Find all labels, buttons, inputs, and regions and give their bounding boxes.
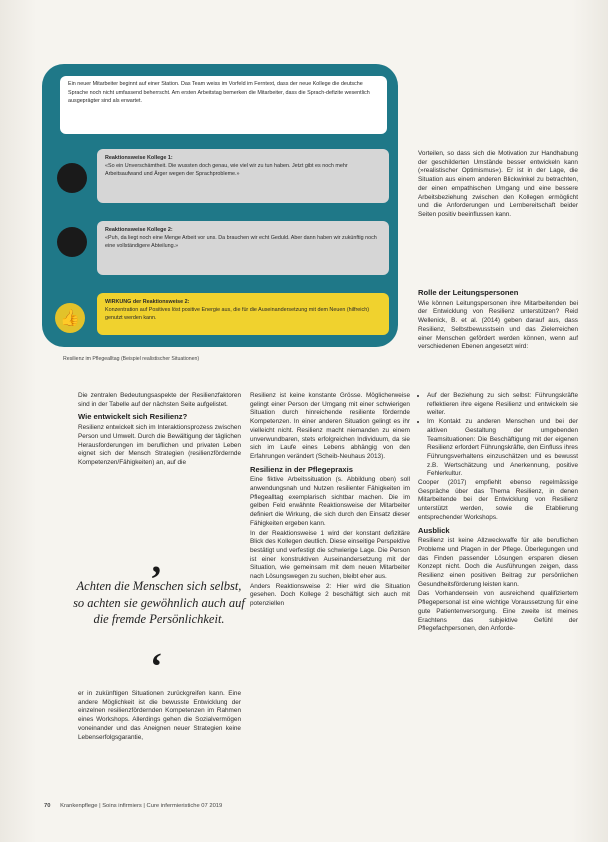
section-heading: Rolle der Leitungspersonen xyxy=(418,288,519,297)
list-item: • Im Kontakt zu anderen Menschen und bei der aktiven Gestaltung der umgebenden Teamsituationen: Die Beschäftigung mit der eigenen Resilienz erfordert Führungskräfte, den Einfluss ihres Führungsverhaltens einzuschätzen und es bewusst z.B. Wertschätzung und Anerkennung, positive Fehlerkultur. xyxy=(427,418,578,479)
response-text: Konzentration auf Positives löst positive Energie aus, die für die Auseinandersetzung mit dem Neuen (hilfreich) genutzt werden kann. xyxy=(105,307,369,322)
paragraph: Die zentralen Bedeutungsaspekte der Resilienzfaktoren sind in der Tabelle auf der nächsten Seite aufgelistet. xyxy=(78,392,241,408)
bullet-list xyxy=(418,392,578,479)
paragraph: Eine fiktive Arbeitssituation (s. Abbildung oben) soll anwendungsnah und Nutzen resilienter Fähigkeiten im Pflegealltag exemplarisch sichtbar machen. Die im gelben Feld erwähnte Reaktionsweise der Mitarbeiter definiert die Wirkung, die sich durch den Einsatz dieser Fähigkeiten ergeben kann. xyxy=(250,476,410,527)
quote-open-mark: ‚ xyxy=(150,539,163,581)
paragraph: Resilienz ist keine konstante Grösse. Möglicherweise gelingt einer Person der Umgang mit einer schwierigen Situation durch hinreichende resiliente fördernde Kompetenzen. In einer anderen Situation gelingt es ihr vielleicht nicht. Resilienz macht niemanden zu einem unverwundbaren, stets erfolgreichen Individuum, da sie sich im Laufe eines Lebens abhängig von den Erfahrungen verändert (Scheib-Neuhaus 2013). xyxy=(250,392,410,460)
column-1 xyxy=(78,392,241,469)
paragraph: Wie können Leitungspersonen ihre Mitarbeitenden bei der Entwicklung von Resilienz unterstützen? Reid Wellenick, B. et al. (2014) geben darauf aus, dass Resilienz, Selbstbewusstsein und das Zielerreichen einer Menschen gefördert werden können, wenn auf verschiedenen Ebenen angesetzt wird: xyxy=(418,299,578,351)
section-heading: Ausblick xyxy=(418,525,450,535)
list-item: • Auf der Beziehung zu sich selbst: Führungskräfte reflektieren ihre eigene Resilienz und entwickeln sie weiter. xyxy=(427,392,578,418)
paragraph: Vorteilen, so dass sich die Motivation zur Handhabung der geschilderten Umstände besser entwickeln kann (»realistischer Optimismus«). Er ist in der Lage, die Situation aus einem anderen Blickwinkel zu betrachten, der einen empathischen Umgang und eine bessere Arbeitsbeziehung zwischen den Kollegen ermöglicht und die Anforderungen und Lernbereitschaft beider Seiten positiv beeinflussen kann. xyxy=(418,150,578,218)
page-footer xyxy=(44,803,222,809)
person-icon-2 xyxy=(57,227,87,257)
response-box-2 xyxy=(97,221,389,275)
right-column-leitung xyxy=(418,285,578,353)
effect-box xyxy=(97,293,389,335)
section-heading: Wie entwickelt sich Resilienz? xyxy=(78,412,188,422)
publication-name: Krankenpflege | Soins infirmiers | Cure infermieristiche 07 2019 xyxy=(60,803,223,809)
right-column-top xyxy=(418,150,578,221)
figure-intro-text: Ein neuer Mitarbeiter beginnt auf einer Station. Das Team weiss im Vorfeld im Ferntext, dass der neue Kollege die deutsche Sprache noch nicht umfassend beherrscht. Am ersten Arbeitstag bemerken die Mitarbeiter, dass die Sprach-defizite wesentlich ausgeprägter sind als erwartet. xyxy=(60,76,387,134)
column-2 xyxy=(250,392,410,610)
response-heading: Reaktionsweise Kollege 1: xyxy=(105,155,173,161)
response-text: «Puh, da liegt noch eine Menge Arbeit vor uns. Da brauchen wir echt Geduld. Aber dann haben wir zukünftig noch eine vollständigere Abteilung.» xyxy=(105,235,377,250)
column-1-bottom xyxy=(78,690,241,743)
paragraph: In der Reaktionsweise 1 wird der konstant defizitäre Blick des Kollegen deutlich. Diese einseitige Perspektive bestätigt und verfestigt die schwierige Lage. Die Person ist einer konstruktiven Auseinandersetzung mit der Situation, wie gemeinsam mit dem neuen Mitarbeiter nach Lösungswegen zu suchen, bleibt eher aus. xyxy=(250,529,410,581)
column-3 xyxy=(418,392,578,635)
paragraph: Resilienz ist keine Allzweckwaffe für alle beruflichen Probleme und Plagen in der Pflege. Überlegungen und das Finden passender Lösungen ersparen diesen Konzept nicht. Doch die Ausführungen zeigen, dass Resilienz einen positiven Beitrag zur persönlichen Gesundheitsförderung leisten kann. xyxy=(418,537,578,588)
paragraph: Das Vorhandensein von ausreichend qualifiziertem Pflegepersonal ist eine wichtige Voraussetzung für eine gute Patientenversorgung. Eine zweite ist meines Erachtens das subjektive Gefühl der Pflegefachpersonen, den Anforde- xyxy=(418,590,578,633)
pull-quote: Achten die Menschen sich selbst, so achten sie gewöhnlich auch auf die fremde Persönlichkeit. xyxy=(73,579,245,626)
response-text: «So ein Unverschämtheit. Die wussten doch genau, wie viel wir zu tun haben. Jetzt gibt es noch mehr Arbeitsaufwand und Ärger wegen der Sprachprobleme.» xyxy=(105,163,348,178)
paragraph: Anders Reaktionsweise 2: Hier wird die Situation gesehen. Doch Kollege 2 beschäftigt sich auch mit potenziellen xyxy=(250,582,410,608)
page-number: 70 xyxy=(44,803,51,809)
response-heading: WIRKUNG der Reaktionsweise 2: xyxy=(105,299,190,305)
paragraph: Cooper (2017) empfiehlt ebenso regelmässige Gespräche über das Thema Resilienz, in denen Mitarbeitende bei der Entwicklung von Resilienz unterstützt werden, sowie die Etablierung entsprechender Workshops. xyxy=(418,479,578,521)
paragraph: er in zukünftigen Situationen zurückgreifen kann. Eine andere Möglichkeit ist die bewusste Entwicklung der einzelnen resilienzfördernden Kompetenzen im Rahmen eines Workshops. Allerdings gehen die Sozialvermögen voneinander und das Aneignen neuer Strategien keine Lebenserfolgsgarantie, xyxy=(78,690,241,741)
response-heading: Reaktionsweise Kollege 2: xyxy=(105,227,173,233)
person-icon-1 xyxy=(57,163,87,193)
quote-close-mark: ‘ xyxy=(150,646,163,688)
paragraph: Resilienz entwickelt sich im Interaktionsprozess zwischen Person und Umwelt. Durch die Bewältigung der täglichen Herausforderungen im beruflichen und privaten Leben eignet sich der Mensch Strategien (resilienzfördernde Kompetenzen/Fähigkeiten) an, auf die xyxy=(78,424,241,466)
figure-caption: Resilienz im Pflegealltag (Beispiel realistischer Situationen) xyxy=(63,356,200,362)
section-heading: Resilienz in der Pflegepraxis xyxy=(250,464,353,474)
thumbs-up-icon: 👍 xyxy=(55,303,85,333)
response-box-1 xyxy=(97,149,389,203)
